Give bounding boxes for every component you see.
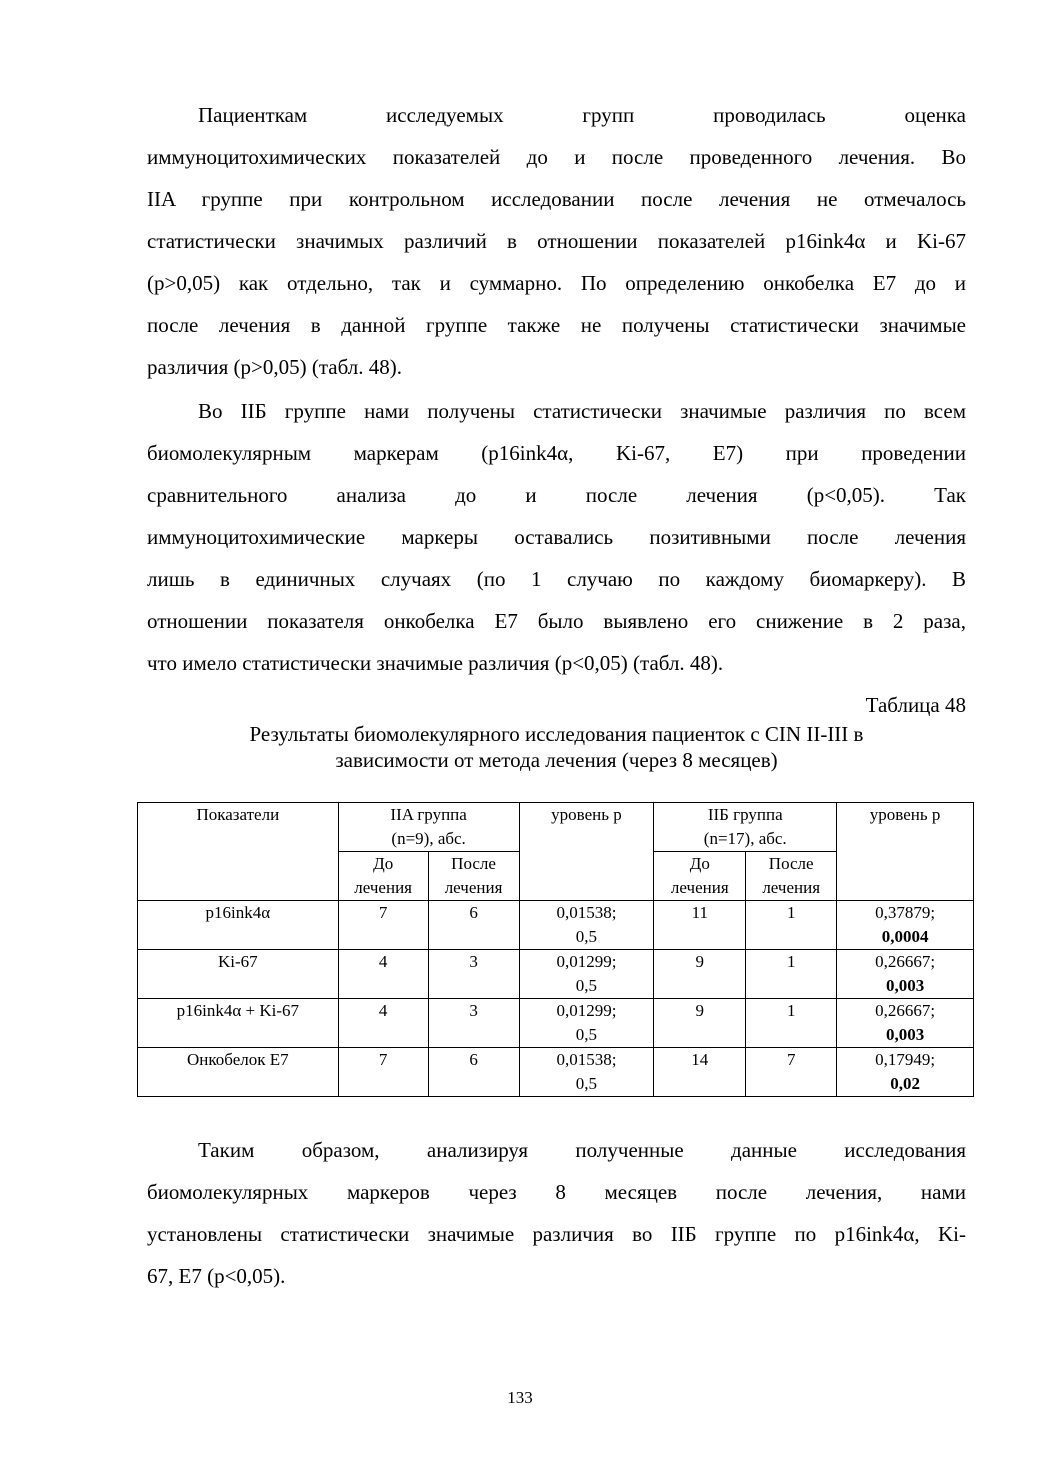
paragraph-line: иммуноцитохимические маркеры оставались позитивными после лечения	[147, 525, 966, 549]
header-before-b: До лечения	[654, 852, 746, 901]
page-number: 133	[507, 1388, 533, 1407]
paragraph-line: статистически значимых различий в отношении показателей p16ink4α и Ki-67	[147, 229, 966, 253]
paragraph-line: Пациенткам исследуемых групп проводилась оценка	[198, 103, 966, 127]
header-before-a: До лечения	[338, 852, 428, 901]
header-indicators: Показатели	[138, 803, 339, 901]
results-table	[137, 802, 974, 1097]
cell-a-before: 7	[338, 901, 428, 950]
cell-p-b: 0,37879; 0,0004	[837, 901, 974, 950]
cell-p-a: 0,01299; 0,5	[519, 950, 654, 999]
table-row	[138, 1048, 974, 1097]
paragraph-line: различия (p>0,05) (табл. 48).	[147, 355, 403, 379]
paragraph-line: после лечения в данной группе также не получены статистически значимые	[147, 313, 966, 337]
cell-p-a: 0,01538; 0,5	[519, 901, 654, 950]
cell-indicator: p16ink4α	[138, 901, 339, 950]
paragraph-line: (p>0,05) как отдельно, так и суммарно. По определению онкобелка E7 до и	[147, 271, 966, 295]
cell-a-before: 4	[338, 999, 428, 1048]
table-caption	[147, 721, 966, 773]
table-row	[138, 950, 974, 999]
header-level-p-a: уровень р	[519, 803, 654, 901]
cell-b-before: 11	[654, 901, 746, 950]
cell-b-after: 7	[746, 1048, 837, 1097]
paragraph-2	[147, 390, 966, 684]
cell-b-after: 1	[746, 950, 837, 999]
cell-a-after: 6	[428, 1048, 519, 1097]
paragraph-line: отношении показателя онкобелка E7 было выявлено его снижение в 2 раза,	[147, 609, 966, 633]
cell-b-before: 14	[654, 1048, 746, 1097]
paragraph-line: 67, E7 (p<0,05).	[147, 1264, 286, 1288]
paragraph-line: IIA группе при контрольном исследовании после лечения не отмечалось	[147, 187, 966, 211]
table-caption-line: Результаты биомолекулярного исследования пациенток с CIN II-III в	[249, 722, 864, 746]
cell-p-b: 0,17949; 0,02	[837, 1048, 974, 1097]
cell-b-before: 9	[654, 950, 746, 999]
paragraph-line: что имело статистически значимые различия (p<0,05) (табл. 48).	[147, 651, 724, 675]
paragraph-1	[147, 94, 966, 388]
table-header-row	[138, 803, 974, 852]
paragraph-line: установлены статистически значимые различия во IIБ группе по p16ink4α, Ki-	[147, 1222, 966, 1246]
cell-p-b: 0,26667; 0,003	[837, 999, 974, 1048]
table-row	[138, 901, 974, 950]
paragraph-line: сравнительного анализа до и после лечения (p<0,05). Так	[147, 483, 966, 507]
header-level-p-b: уровень р	[837, 803, 974, 901]
cell-indicator: p16ink4α + Ki-67	[138, 999, 339, 1048]
paragraph-line: биомолекулярных маркеров через 8 месяцев после лечения, нами	[147, 1180, 966, 1204]
paragraph-3	[147, 1129, 966, 1297]
table-row	[138, 999, 974, 1048]
paragraph-line: лишь в единичных случаях (по 1 случаю по каждому биомаркеру). В	[147, 567, 966, 591]
cell-b-before: 9	[654, 999, 746, 1048]
paragraph-line: Во IIБ группе нами получены статистически значимые различия по всем	[198, 399, 966, 423]
cell-a-after: 6	[428, 901, 519, 950]
cell-p-a: 0,01299; 0,5	[519, 999, 654, 1048]
table-caption-line: зависимости от метода лечения (через 8 месяцев)	[335, 748, 778, 772]
header-after-a: После лечения	[428, 852, 519, 901]
header-after-b: После лечения	[746, 852, 837, 901]
cell-a-after: 3	[428, 950, 519, 999]
paragraph-line: Таким образом, анализируя полученные данные исследования	[198, 1138, 966, 1162]
cell-indicator: Онкобелок E7	[138, 1048, 339, 1097]
cell-b-after: 1	[746, 999, 837, 1048]
paragraph-line: биомолекулярным маркерам (p16ink4α, Ki-67, E7) при проведении	[147, 441, 966, 465]
header-group-a: IIA группа (n=9), абс.	[338, 803, 519, 852]
cell-indicator: Ki-67	[138, 950, 339, 999]
paragraph-line: иммуноцитохимических показателей до и после проведенного лечения. Во	[147, 145, 966, 169]
header-group-b: IIБ группа (n=17), абс.	[654, 803, 837, 852]
cell-b-after: 1	[746, 901, 837, 950]
cell-a-before: 4	[338, 950, 428, 999]
cell-p-b: 0,26667; 0,003	[837, 950, 974, 999]
cell-p-a: 0,01538; 0,5	[519, 1048, 654, 1097]
cell-a-before: 7	[338, 1048, 428, 1097]
cell-a-after: 3	[428, 999, 519, 1048]
table-number: Таблица 48	[865, 693, 966, 717]
